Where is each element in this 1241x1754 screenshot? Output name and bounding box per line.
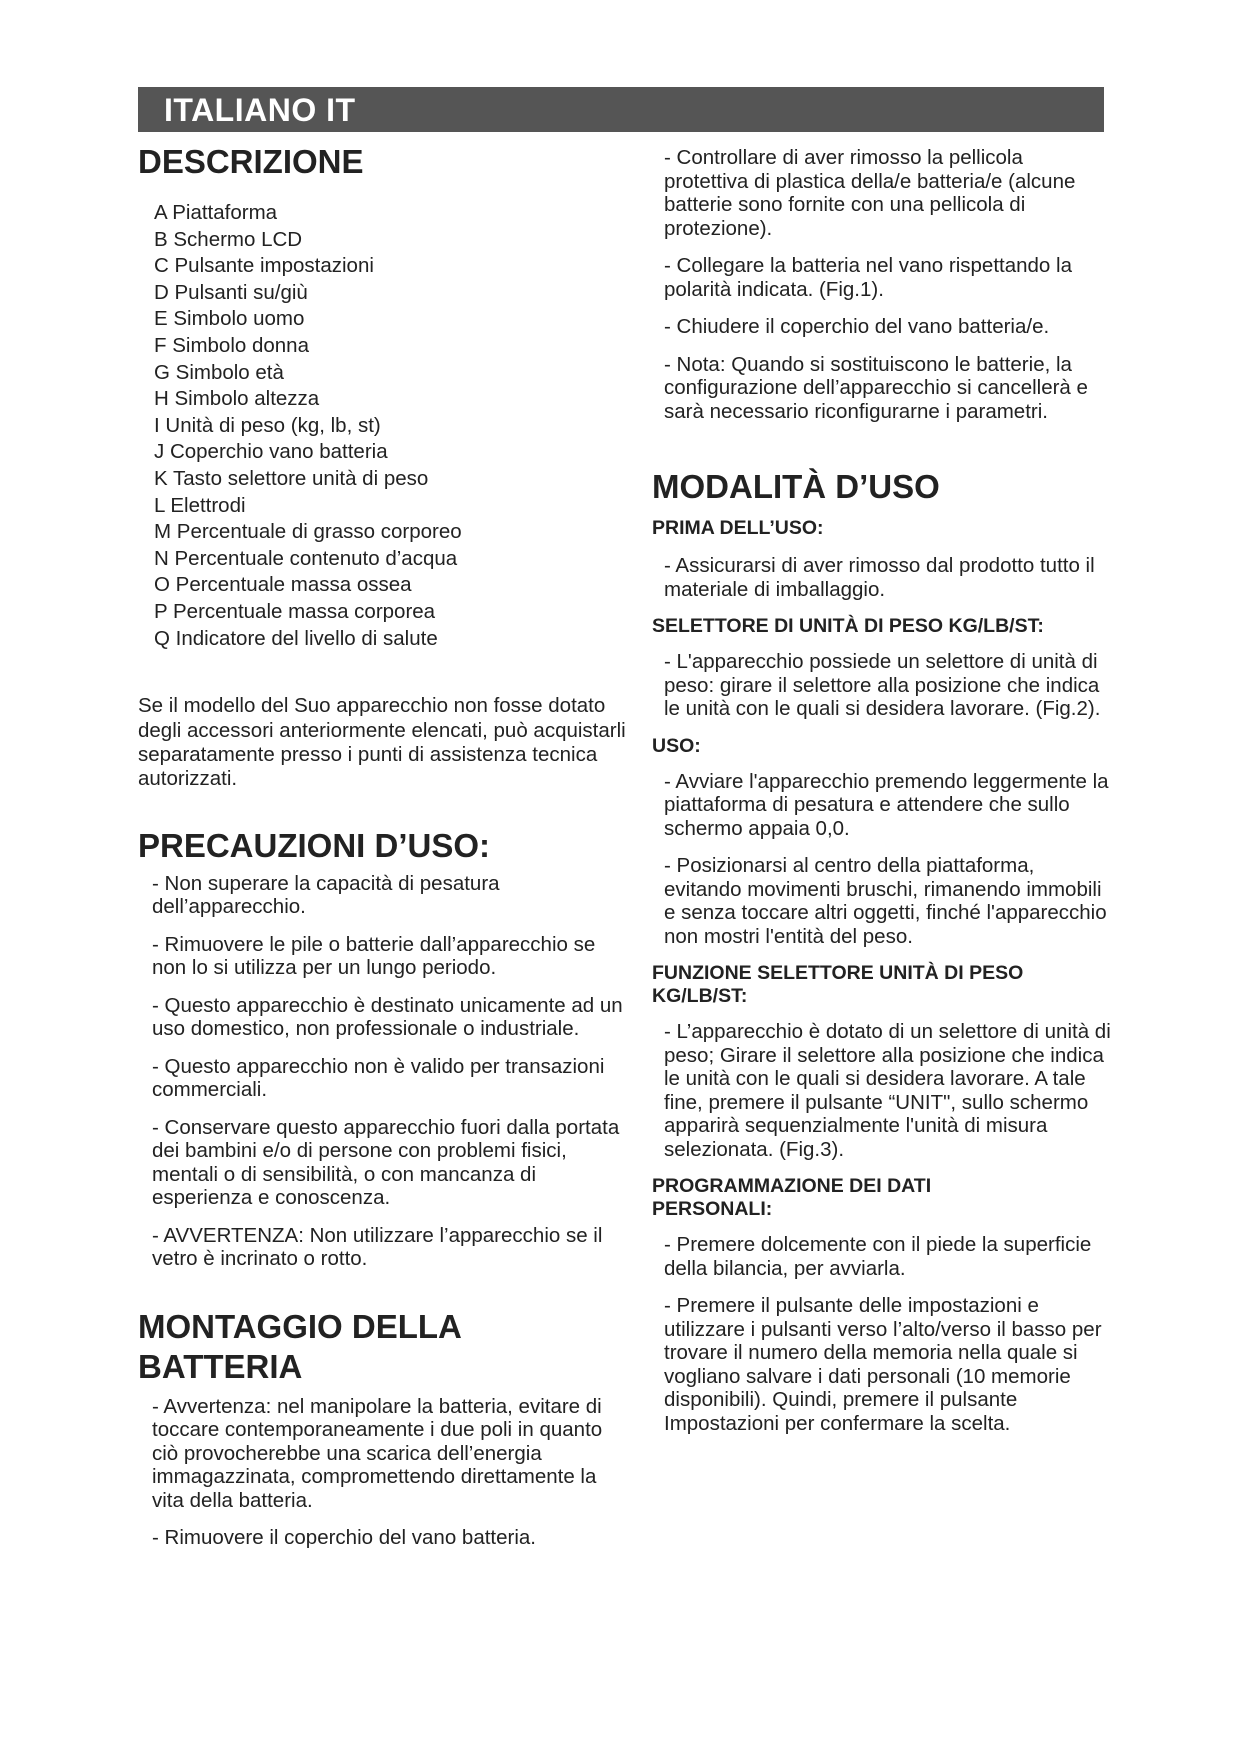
list-item: L Elettrodi	[154, 493, 246, 517]
montaggio-title: MONTAGGIO DELLA BATTERIA	[138, 1307, 461, 1385]
precaution-item: - AVVERTENZA: Non utilizzare l’apparecchio se il vetro è incrinato o rotto.	[152, 1223, 603, 1271]
list-item: K Tasto selettore unità di peso	[154, 466, 429, 490]
precauzioni-title: PRECAUZIONI D’USO:	[138, 826, 491, 864]
funzione-heading: FUNZIONE SELETTORE UNITÀ DI PESO KG/LB/ST:	[652, 962, 1024, 1007]
prima-uso-heading: PRIMA DELL’USO:	[652, 517, 824, 539]
modalita-title: MODALITÀ D’USO	[652, 468, 940, 505]
list-item: A Piattaforma	[154, 201, 278, 224]
parts-list	[138, 200, 628, 652]
usage-item: - Posizionarsi al centro della piattaforma, evitando movimenti bruschi, rimanendo immobili e senza toccare altri oggetti, finché l'apparecchio non mostri l'entità del peso.	[664, 854, 1107, 948]
battery-item: - Nota: Quando si sostituiscono le batterie, la configurazione dell’apparecchio si cancellerà e sarà necessario riconfigurarne i parametri.	[664, 352, 1088, 423]
list-item: P Percentuale massa corporea	[154, 599, 436, 623]
battery-item: - Chiudere il coperchio del vano batteria/e.	[664, 315, 1050, 338]
programmazione-heading: PROGRAMMAZIONE DEI DATI PERSONALI:	[652, 1175, 932, 1220]
precaution-item: - Conservare questo apparecchio fuori dalla portata dei bambini e/o di persone con problemi fisici, mentali o di sensibilità, o con mancanza di esperienza e conoscenza.	[152, 1115, 620, 1210]
left-column	[138, 140, 628, 1564]
battery-item: - Collegare la batteria nel vano rispettando la polarità indicata. (Fig.1).	[664, 254, 1072, 301]
precaution-item: - Questo apparecchio è destinato unicamente ad un uso domestico, non professionale o industriale.	[152, 993, 623, 1041]
precaution-item: - Questo apparecchio non è valido per transazioni commerciali.	[152, 1054, 605, 1102]
list-item: O Percentuale massa ossea	[154, 573, 412, 597]
accessories-note: Se il modello del Suo apparecchio non fosse dotato degli accessori anteriormente elencati, può acquistarli separatamente presso i punti di assistenza tecnica autorizzati.	[138, 694, 626, 791]
precaution-item: - Rimuovere le pile o batterie dall’apparecchio se non lo si utilizza per un lungo periodo.	[152, 932, 596, 980]
language-title: ITALIANO IT	[164, 92, 356, 128]
list-item: J Coperchio vano batteria	[154, 440, 388, 464]
usage-item: - Premere il pulsante delle impostazioni e utilizzare i pulsanti verso l’alto/verso il basso per trovare il numero della memoria nella quale si vogliano salvare i dati personali (10 memorie disponibili). Quindi, premere il pulsante Impostazioni per confermare la scelta.	[664, 1294, 1102, 1435]
selettore-heading: SELETTORE DI UNITÀ DI PESO KG/LB/ST:	[652, 615, 1044, 637]
usage-item: - Assicurarsi di aver rimosso dal prodotto tutto il materiale di imballaggio.	[664, 554, 1095, 601]
list-item: G Simbolo età	[154, 360, 284, 384]
descrizione-title: DESCRIZIONE	[138, 143, 364, 180]
usage-item: - Premere dolcemente con il piede la superficie della bilancia, per avviarla.	[664, 1233, 1092, 1280]
language-header	[138, 87, 1104, 132]
list-item: E Simbolo uomo	[154, 307, 305, 331]
list-item: N Percentuale contenuto d’acqua	[154, 546, 458, 570]
battery-item: - Controllare di aver rimosso la pellicola protettiva di plastica della/e batteria/e (alcune batterie sono fornite con una pellicola di protezione).	[664, 146, 1076, 240]
list-item: D Pulsanti su/giù	[154, 280, 308, 304]
list-item: H Simbolo altezza	[154, 387, 320, 411]
list-item: F Simbolo donna	[154, 333, 309, 357]
usage-item: - L'apparecchio possiede un selettore di unità di peso: girare il selettore alla posizione che indica le unità con le quali si desidera lavorare. (Fig.2).	[664, 650, 1101, 720]
list-item: C Pulsante impostazioni	[154, 254, 374, 278]
usage-item: - L’apparecchio è dotato di un selettore di unità di peso; Girare il selettore alla posizione che indica le unità con le quali si desidera lavorare. A tale fine, premere il pulsante “UNIT", sullo schermo apparirà sequenzialmente l'unità di misura selezionata. (Fig.3).	[664, 1020, 1111, 1161]
battery-item: - Avvertenza: nel manipolare la batteria, evitare di toccare contemporaneamente i due poli in quanto ciò provocherebbe una scarica dell’energia immagazzinata, compromettendo direttamente la vita della batteria.	[152, 1394, 603, 1512]
precaution-item: - Non superare la capacità di pesatura dell’apparecchio.	[152, 871, 500, 919]
list-item: M Percentuale di grasso corporeo	[154, 520, 462, 544]
battery-item: - Rimuovere il coperchio del vano batteria.	[152, 1526, 536, 1550]
right-column	[652, 146, 1112, 1449]
usage-item: - Avviare l'apparecchio premendo leggermente la piattaforma di pesatura e attendere che sullo schermo appaia 0,0.	[664, 769, 1109, 840]
list-item: I Unità di peso (kg, lb, st)	[154, 413, 381, 437]
list-item: Q Indicatore del livello di salute	[154, 626, 438, 650]
uso-heading: USO:	[652, 734, 701, 757]
list-item: B Schermo LCD	[154, 227, 303, 251]
